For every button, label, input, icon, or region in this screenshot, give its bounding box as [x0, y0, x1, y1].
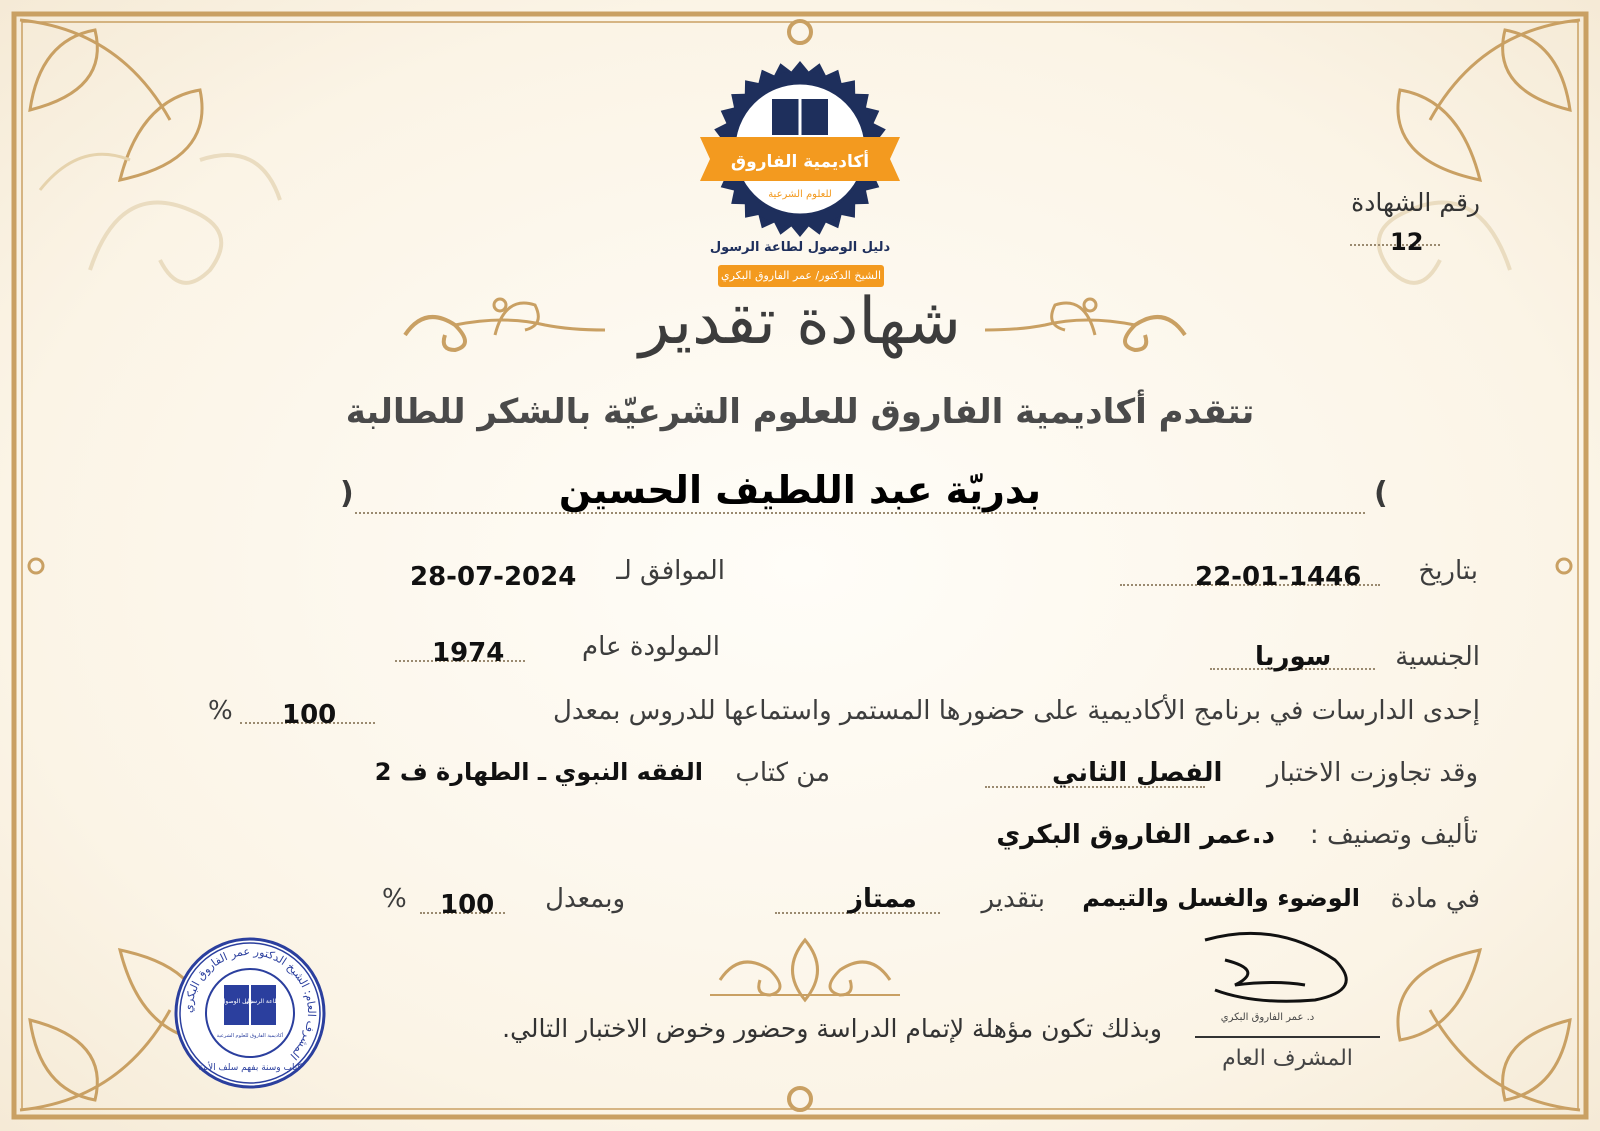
rate-value: 100 — [440, 890, 495, 920]
stamp-center-left: دليل الوصول — [221, 998, 253, 1005]
stamp-center-sub: أكاديمية الفاروق للعلوم الشرعية — [216, 1033, 284, 1039]
attendance-percent: % — [208, 696, 233, 726]
supervisor-signature — [1195, 930, 1375, 1020]
book-label: من كتاب — [735, 758, 830, 788]
academy-subtitle: للعلوم الشرعية — [768, 189, 832, 200]
corresponding-label: الموافق لـ — [616, 556, 725, 586]
title-flourish-left — [395, 285, 615, 365]
paren-left: ) — [340, 476, 354, 511]
certificate-number-value: 12 — [1390, 228, 1424, 256]
grade-label: بتقدير — [981, 884, 1045, 914]
exam-value: الفصل الثاني — [1052, 758, 1223, 788]
bottom-flourish — [700, 930, 910, 1020]
certificate-title: شهادة تقدير — [639, 285, 961, 359]
sheikh-badge: الشيخ الدكتور/ عمر الفاروق البكري — [718, 265, 884, 287]
attendance-value: 100 — [282, 700, 337, 730]
signature-caption: د. عمر الفاروق البكري — [1220, 1012, 1315, 1023]
rate-label: وبمعدل — [545, 884, 625, 914]
born-value: 1974 — [432, 638, 505, 668]
stamp-ring-text: المشرف العام: الشيخ الدكتور عمر الفاروق البكري — [181, 944, 319, 1063]
guide-text: دليل الوصول لطاعة الرسول — [709, 240, 891, 255]
name-dots — [355, 512, 1365, 514]
date-label: بتاريخ — [1418, 556, 1478, 586]
nationality-value: سوريا — [1255, 642, 1332, 672]
stamp-bottom-text: كتاب وسنة بفهم سلف الأمة — [198, 1063, 302, 1073]
title-flourish-right — [975, 285, 1195, 365]
author-value: د.عمر الفاروق البكري — [996, 820, 1275, 850]
corner-ornament-bottom-right — [1340, 900, 1600, 1131]
student-name: بدريّة عبد اللطيف الحسين — [558, 468, 1042, 512]
stamp-center-right: لطاعة الرسول — [244, 998, 282, 1005]
academy-logo — [690, 52, 910, 247]
subject-label: في مادة — [1390, 884, 1480, 914]
closing-text: وبذلك تكون مؤهلة لإتمام الدراسة وحضور وخوض الاختبار التالي. — [502, 1014, 1162, 1043]
born-label: المولودة عام — [582, 632, 720, 662]
nationality-label: الجنسية — [1395, 642, 1480, 672]
exam-label: وقد تجاوزت الاختبار — [1267, 758, 1478, 788]
side-flourish-left — [80, 120, 300, 320]
attendance-text: إحدى الدارسات في برنامج الأكاديمية على حضورها المستمر واستماعها للدروس بمعدل — [552, 696, 1480, 726]
subject-value: الوضوء والغسل والتيمم — [1082, 884, 1360, 912]
side-flourish-right — [1300, 120, 1520, 320]
intro-text: تتقدم أكاديمية الفاروق للعلوم الشرعيّة بالشكر للطالبة — [345, 392, 1255, 432]
certificate-number-label: رقم الشهادة — [1351, 188, 1480, 217]
grade-value: ممتاز — [848, 884, 917, 914]
author-label: تأليف وتصنيف : — [1309, 820, 1478, 850]
rate-percent: % — [382, 884, 407, 914]
supervisor-title: المشرف العام — [1222, 1046, 1353, 1071]
signature-line — [1195, 1036, 1380, 1038]
date-gregorian-value: 28-07-2024 — [410, 562, 577, 592]
academy-name: أكاديمية الفاروق — [730, 152, 870, 172]
book-value: الفقه النبوي ـ الطهارة ف 2 — [374, 758, 703, 786]
paren-right: ( — [1374, 476, 1388, 511]
date-hijri-value: 22-01-1446 — [1195, 562, 1362, 592]
official-stamp — [172, 935, 328, 1091]
